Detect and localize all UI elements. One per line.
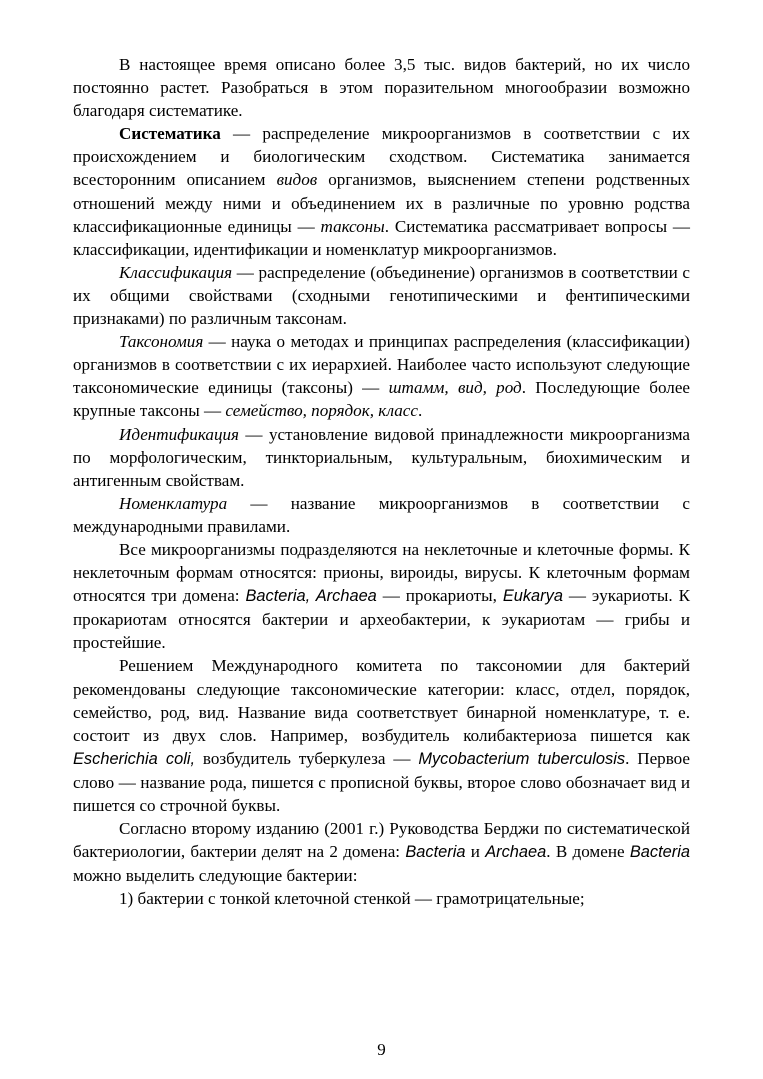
- paragraph-bergey: Согласно второму изданию (2001 г.) Руководства Берджи по систематической бактериологии, бактерии делят на 2 домена: Bacteria и Archaea. В домене Bacteria можно выделить следующие бактерии:: [73, 819, 691, 886]
- latin-eukarya: Eukarya: [502, 587, 563, 606]
- paragraph-nomenclature: Номенклатура — название микроорганизмов в соответствии с международными правилами.: [73, 493, 690, 536]
- paragraph-taxonomy: Таксономия — наука о методах и принципах распределения (классификации) организмов в соответствии с их иерархией. Наиболее часто используют следующие таксономические единицы (таксоны) — штамм, вид, род. Последующие более крупные таксоны — семейство, порядок, класс.: [73, 332, 690, 421]
- term-identification: Идентификация: [119, 424, 239, 444]
- latin-bacteria-archaea: Bacteria, Archaea: [245, 587, 377, 606]
- term-classification: Классификация: [119, 262, 233, 282]
- taxa-list-higher: семейство, порядок, класс: [225, 401, 418, 421]
- paragraph-committee: Решением Международного комитета по таксономии для бактерий рекомендованы следующие таксономические категории: класс, отдел, порядок, семейство, род, вид. Название вида соответствует бинарной номенклатуре, т. е. состоит из двух слов. Например, возбудитель колибактериоза пишется как Escherichia coli, возбудитель туберкулеза — Mycobacterium tuberculosis. Первое слово — название рода, пишется с прописной буквы, второе слово обозначает вид и пишется со строчной буквы.: [73, 656, 691, 815]
- term-nomenclature: Номенклатура: [119, 493, 228, 513]
- paragraph-domains: Все микроорганизмы подразделяются на неклеточные и клеточные формы. К неклеточным формам относятся: прионы, вироиды, вирусы. К клеточным формам относятся три домена: Bacteria, Archaea — прокариоты, Eukarya — эукариоты. К прокариотам относятся бактерии и археобактерии, к эукариотам — грибы и простейшие.: [73, 539, 690, 653]
- latin-mycobacterium: Mycobacterium tuberculosis: [418, 749, 626, 768]
- page-number: 9: [377, 1040, 386, 1059]
- term-taxa: таксоны: [320, 216, 385, 236]
- latin-escherichia-coli: Escherichia coli,: [73, 749, 196, 768]
- paragraph-classification: Классификация — распределение (объединение) организмов в соответствии с их общими свойствами (сходными генотипическими и фентипическими признаками) по различным таксонам.: [73, 262, 690, 329]
- term-systematics: Систематика: [119, 124, 221, 144]
- latin-archaea: Archaea: [485, 843, 547, 862]
- latin-bacteria-2: Bacteria: [629, 843, 691, 862]
- paragraph-identification: Идентификация — установление видовой принадлежности микроорганизма по морфологическим, тинкториальным, культуральным, биохимическим и антигенным свойствам.: [73, 424, 690, 490]
- latin-bacteria-1: Bacteria: [405, 843, 466, 862]
- taxa-list-lower: штамм, вид, род: [388, 378, 522, 398]
- paragraph-list-item-1: 1) бактерии с тонкой клеточной стенкой — грамотрицательные;: [119, 889, 585, 909]
- paragraph-systematics: Систематика — распределение микроорганизмов в соответствии с их происхождением и биологическим сходством. Систематика занимается всесторонним описанием видов организмов, выяснением степени родственных отношений между ними и объединением их в различные по уровню родства классификационные единицы — таксоны. Систематика рассматривает вопросы — классификации, идентификации и номенклатур микроорганизмов.: [73, 124, 690, 259]
- term-taxonomy: Таксономия: [119, 332, 204, 352]
- body-text: [73, 53, 690, 910]
- term-species: видов: [276, 170, 318, 190]
- paragraph-intro: В настоящее время описано более 3,5 тыс. видов бактерий, но их число постоянно растет. Разобраться в этом поразительном многообразии возможно благодаря систематике.: [73, 55, 690, 121]
